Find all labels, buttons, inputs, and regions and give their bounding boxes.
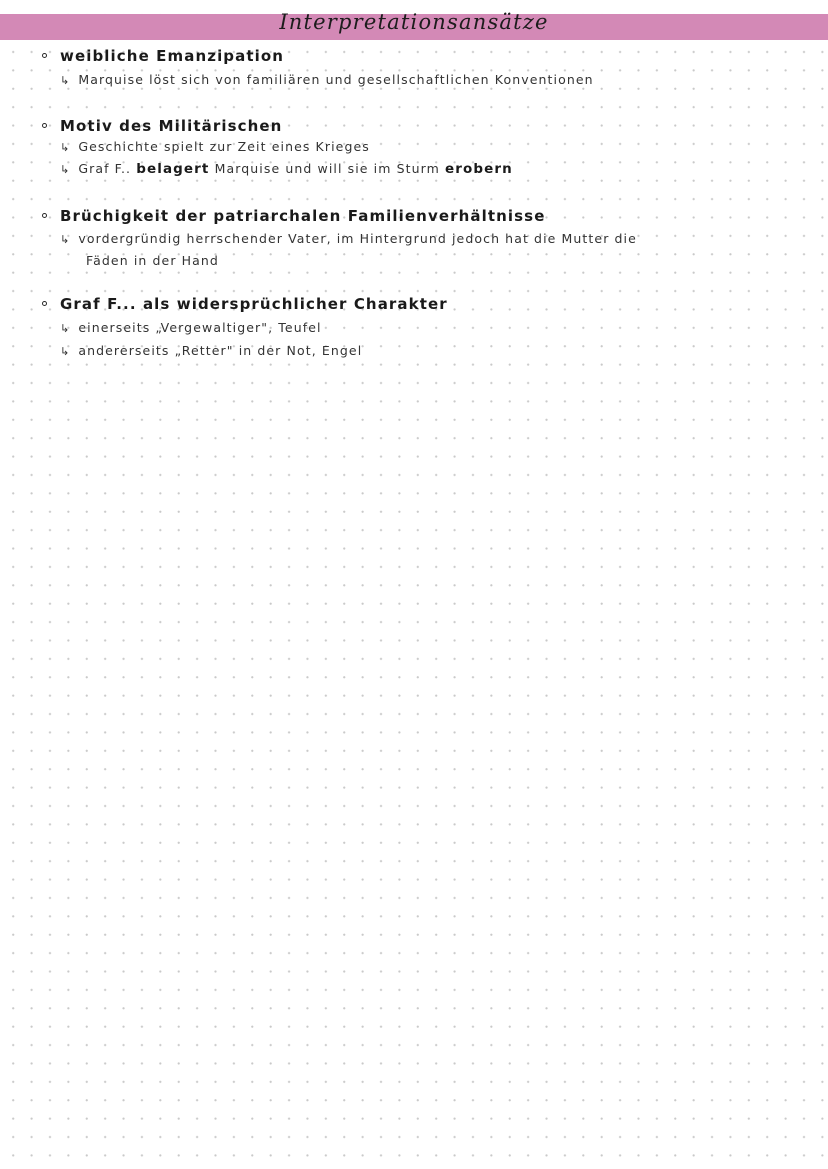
sub-point — [60, 72, 594, 87]
sub-point — [60, 139, 370, 154]
arrow-icon: ↳ — [60, 74, 71, 87]
sub-point — [60, 231, 637, 246]
bullet-icon — [42, 53, 47, 58]
section-heading: Motiv des Militärischen — [60, 117, 283, 135]
arrow-icon: ↳ — [60, 345, 71, 358]
section-heading: weibliche Emanzipation — [60, 47, 285, 65]
sub-point-text: Marquise und will sie im Sturm — [209, 161, 446, 176]
section-heading: Graf F... als widersprüchlicher Charakter — [60, 295, 448, 313]
section-heading: Brüchigkeit der patriarchalen Familienverhältnisse — [60, 207, 546, 225]
emphasized-word: erobern — [445, 161, 513, 177]
sub-point — [60, 161, 513, 177]
bullet-icon — [42, 301, 47, 306]
arrow-icon: ↳ — [60, 141, 71, 154]
sub-point-text: andererseits „Retter" in der Not, Engel — [78, 343, 363, 358]
sub-point — [60, 343, 362, 358]
bullet-icon — [42, 123, 47, 128]
sub-point-text: Graf F.. — [78, 161, 137, 176]
emphasized-word: belagert — [136, 161, 210, 177]
sub-point — [60, 320, 322, 335]
page-title: Interpretationsansätze — [279, 10, 549, 34]
arrow-icon: ↳ — [60, 322, 71, 335]
arrow-icon: ↳ — [60, 233, 71, 246]
sub-point-continuation: Fäden in der Hand — [86, 253, 219, 268]
sub-point-text: Marquise löst sich von familiären und gesellschaftlichen Konventionen — [78, 72, 594, 87]
sub-point-text: Geschichte spielt zur Zeit eines Krieges — [78, 139, 370, 154]
arrow-icon: ↳ — [60, 163, 71, 176]
bullet-icon — [42, 213, 47, 218]
sub-point-text: einerseits „Vergewaltiger", Teufel — [78, 320, 322, 335]
sub-point-text: vordergründig herrschender Vater, im Hintergrund jedoch hat die Mutter die — [78, 231, 637, 246]
